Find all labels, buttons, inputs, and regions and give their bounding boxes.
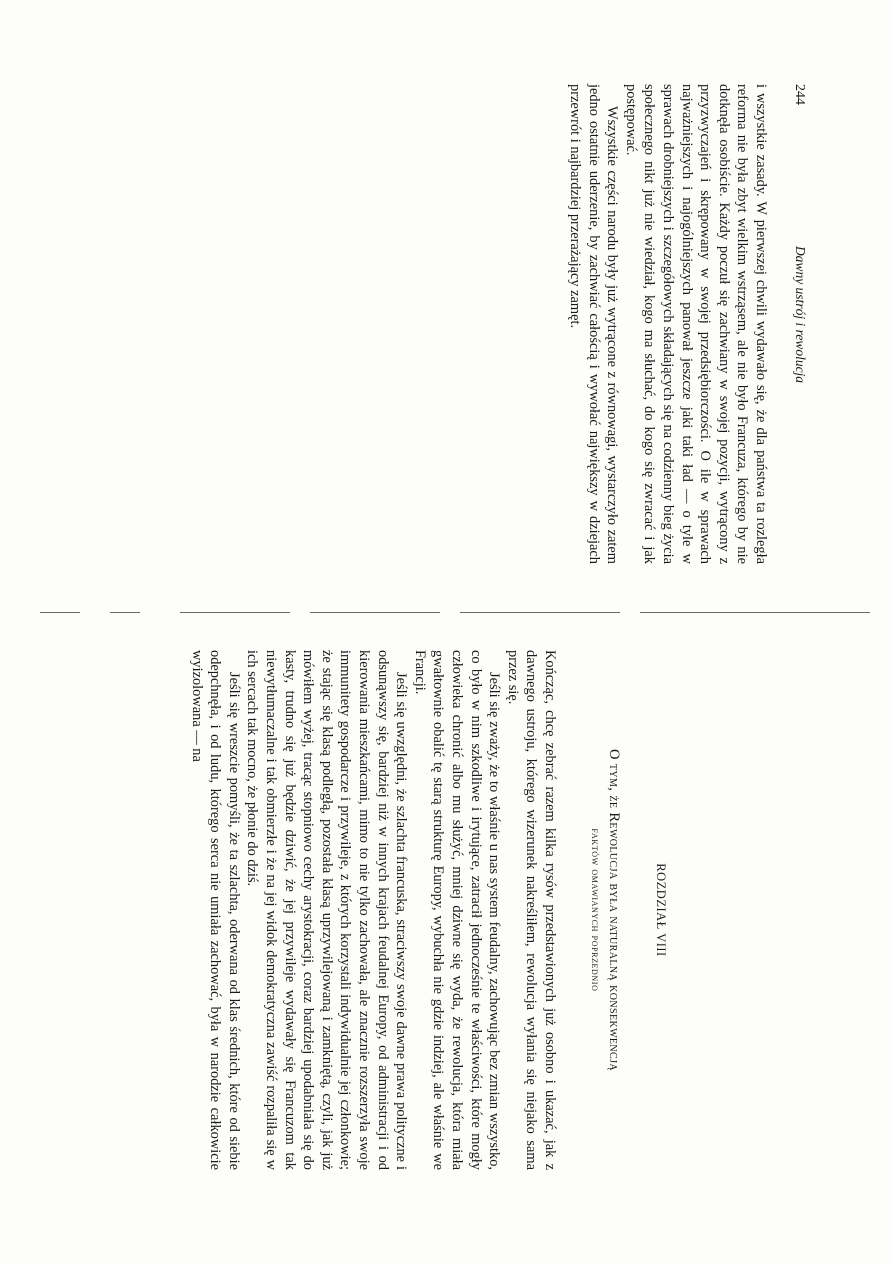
- chapter-number: ROZDZIAŁ VIII: [654, 863, 668, 957]
- paragraph: Kończąc, chcę zebrać razem kilka rysów przedstawionych już osobno i ukazać, jak z dawnego ustroju, którego wizerunek nakreśliłem, rewolucja wyłania się niejako sama przez się.: [504, 650, 558, 1170]
- paragraph: Wszystkie części narodu były już wytrącone z równowagi, wystarczyło zatem jedno ostatnie uderzenie, by zachwiać całością i wywołać największy w dziejach przewrót i najbardziej przerażający zamęt.: [567, 84, 621, 564]
- paragraph: i wszystkie zasady. W pierwszej chwili wydawało się, że dla państwa ta rozległa reforma nie była zbyt wielkim wstrząsem, ale nie było Francuza, którego by nie dotknęła osobiście. Każdy poczuł się zachwiany w swojej pozycji, wytrącony z przyzwyczajeń i skrępowany w swojej przedsiębiorczości. O ile w sprawach najważniejszych i najogólniejszych panował jeszcze jaki taki ład — o tyle w sprawach drobniejszych i szczegółowych składających się na codzienny bieg życia społecznego nikt już nie wiedział, kogo ma słuchać, do kogo się zwracać i jak postępować.: [622, 84, 769, 564]
- running-head: [788, 84, 808, 564]
- right-page: [88, 650, 808, 1170]
- page-gutter-line: [40, 606, 870, 620]
- running-title: Dawny ustrój i rewolucja: [793, 245, 808, 384]
- paragraph: Jeśli się wreszcie pomyśli, że ta szlachta, oderwana od klas średnich, które od siebie odepchnęła, i od ludu, którego serca nie umiała zachować, była w narodzie całkowicie wyizolowana — na: [188, 650, 242, 1170]
- chapter-title-line-1: O tym, że Rewolucja była naturalną konsekwencją: [606, 748, 622, 1072]
- left-page: [528, 84, 808, 564]
- left-page-body: [565, 84, 770, 564]
- page-number: 244: [792, 84, 807, 105]
- chapter-title-line-2: faktów omawianych poprzednio: [589, 828, 603, 992]
- right-page-body: [187, 650, 559, 1170]
- chapter-title: [587, 650, 623, 1170]
- paragraph: Jeśli się zważy, że to właśnie u nas system feudalny, zachowując bez zmian wszystko, co było w nim szkodliwe i irytujące, zatracił jednocześnie te właściwości, które mogły człowieka chronić albo mu służyć, mniej dziwne się wyda, że rewolucja, która miała gwałtownie obalić tę starą strukturę Europy, wybuchła nie gdzie indziej, ale właśnie we Francji.: [411, 650, 503, 1170]
- paragraph: Jeśli się uwzględni, że szlachta francuska, straciwszy swoje dawne prawa polityczne i odsunąwszy się, bardziej niż w innych krajach feudalnej Europy, od administracji i od kierowania mieszkańcami, mimo to nie tylko zachowała, ale znacznie rozszerzyła swoje immunitety gospodarcze i przywileje, z których korzystali indywidualnie jej członkowie; że stając się klasą podległą, pozostała klasą uprzywilejowaną i zamkniętą, czyli, jak już mówiłem wyżej, tracąc stopniowo cechy arystokracji, coraz bardziej upodabniała się do kasty, trudno się już będzie dziwić, że jej przywileje wydawały się Francuzom tak niewytłumaczalne i tak obmierzłe i że na jej widok demokratyczna zawiść rozpaliła się w ich sercach tak mocno, że płonie do dziś.: [244, 650, 410, 1170]
